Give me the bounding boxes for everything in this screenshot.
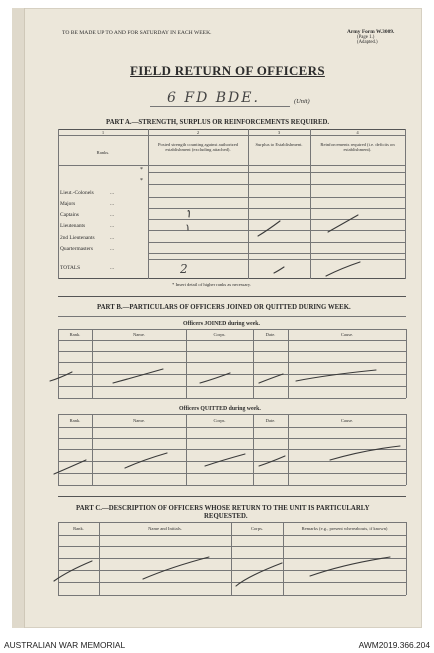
quitted-table-row-rule: [58, 461, 406, 462]
partc-table-right-border: [406, 522, 407, 595]
quitted-table-right-border: [406, 414, 407, 485]
joined-table-col-header: Name.: [132, 332, 146, 337]
footer-right: AWM2019.366.204: [358, 640, 430, 650]
unit-label: (Unit): [294, 98, 310, 105]
footer-left: AUSTRALIAN WAR MEMORIAL: [4, 640, 126, 650]
partc-table-bottom-rule: [58, 595, 406, 596]
joined-heading: Officers JOINED during week.: [183, 321, 260, 327]
part-b-sub-rule: [58, 316, 406, 317]
quitted-heading: Officers QUITTED during week.: [179, 406, 261, 412]
partc-table-row-rule: [58, 558, 406, 559]
rank-dots: ...: [110, 190, 115, 196]
joined-table-col-header: Cause.: [340, 332, 354, 337]
part-c-heading-line1: PART C.—DESCRIPTION OF OFFICERS WHOSE RETURN TO THE UNIT IS PARTICULARLY: [76, 505, 370, 512]
quitted-table-col-header: Cause.: [340, 418, 354, 423]
joined-table-col-header: Rank.: [69, 332, 81, 337]
instruction-text: TO BE MADE UP TO AND FOR SATURDAY IN EACH WEEK.: [62, 30, 212, 36]
joined-table-col-header: Date.: [265, 332, 276, 337]
col-number-2: 2: [196, 130, 200, 135]
quitted-table-col-divider: [288, 414, 289, 485]
joined-table-row-rule: [58, 362, 406, 363]
part-a-bottom-rule: [58, 278, 406, 279]
rank-label: 2nd Lieutenants: [60, 235, 95, 241]
asterisk-1: *: [140, 167, 143, 173]
part-a-heading: PART A.—STRENGTH, SURPLUS OR REINFORCEMENTS REQUIRED.: [106, 119, 330, 126]
partc-table-col-divider: [283, 522, 284, 595]
col-number-4: 4: [356, 130, 359, 135]
quitted-table-col-divider: [253, 414, 254, 485]
rank-label: Lieut.-Colonels: [60, 190, 94, 196]
partc-table-row-rule: [58, 570, 406, 571]
col-header-ranks: Ranks.: [96, 150, 110, 155]
rank-dots: ...: [110, 201, 115, 207]
rank-dots: ...: [110, 235, 115, 241]
part-c-top-rule: [58, 496, 406, 497]
rank-row-rule: [148, 197, 406, 198]
joined-table-header-rule: [58, 340, 406, 341]
rank-row-rule: [148, 253, 406, 254]
part-a-header-rule: [58, 165, 406, 166]
asterisk-2: *: [140, 178, 143, 184]
rank-label: Lieutenants: [60, 223, 86, 229]
part-a-divider-2: [248, 129, 249, 279]
quitted-table-row-rule: [58, 449, 406, 450]
partc-table-row-rule: [58, 582, 406, 583]
joined-table-col-divider: [186, 329, 187, 398]
partc-table-col-header: Name and Initials.: [148, 526, 182, 531]
rank-row-rule: [148, 242, 406, 243]
footer-bar: [0, 638, 434, 653]
partc-table-top-rule: [58, 522, 406, 523]
part-a-divider-1: [148, 129, 149, 279]
quitted-table-row-rule: [58, 438, 406, 439]
joined-table-col-divider: [253, 329, 254, 398]
partc-table-left-border: [58, 522, 59, 595]
part-c-heading-line2: REQUESTED.: [204, 513, 248, 520]
col-header-reinforcements: Reinforcements required (i.e. deficits on establishment).: [320, 142, 395, 152]
rank-label: Quartermasters: [60, 246, 93, 252]
joined-table-bottom-rule: [58, 398, 406, 399]
partc-table-header-rule: [58, 535, 406, 536]
page-title: FIELD RETURN OF OFFICERS: [130, 63, 325, 78]
part-b-top-rule: [58, 296, 406, 297]
unit-handwritten: 6 FD BDE.: [167, 90, 260, 106]
totals-label: TOTALS: [60, 265, 81, 271]
quitted-table-row-rule: [58, 473, 406, 474]
col-number-3: 3: [277, 130, 281, 135]
rank-dots: ...: [110, 246, 115, 252]
joined-table-row-rule: [58, 374, 406, 375]
form-number: Army Form W.3009.: [347, 29, 395, 35]
form-adapted: (Adapted.): [357, 40, 378, 45]
rank-row-rule: [148, 230, 406, 231]
quitted-table-col-header: Date.: [265, 418, 276, 423]
partc-table-col-divider: [99, 522, 100, 595]
joined-table-top-rule: [58, 329, 406, 330]
row-rule: [148, 172, 406, 173]
part-b-heading: PART B.—PARTICULARS OF OFFICERS JOINED OR QUITTED DURING WEEK.: [97, 304, 351, 311]
joined-table-left-border: [58, 329, 59, 398]
part-a-right-border: [405, 129, 406, 279]
rank-row-rule: [148, 208, 406, 209]
part-a-number-rule: [58, 135, 406, 136]
quitted-table-col-header: Rank.: [69, 418, 81, 423]
col-number-1: 1: [101, 130, 105, 135]
rank-label: Captains: [60, 212, 79, 218]
joined-table-col-divider: [92, 329, 93, 398]
totals-posted-value: 2: [180, 262, 188, 276]
joined-table-row-rule: [58, 386, 406, 387]
rank-label: Majors: [60, 201, 76, 207]
quitted-table-bottom-rule: [58, 485, 406, 486]
joined-table-right-border: [406, 329, 407, 398]
footnote: * Insert detail of higher ranks as necessary.: [172, 282, 252, 287]
quitted-table-col-divider: [186, 414, 187, 485]
quitted-table-col-header: Corps.: [213, 418, 226, 423]
joined-table-row-rule: [58, 351, 406, 352]
quitted-table-left-border: [58, 414, 59, 485]
form-page-number: (Page 1.): [357, 35, 375, 40]
joined-table-col-divider: [288, 329, 289, 398]
partc-table-col-header: Corps.: [250, 526, 264, 531]
joined-table-col-header: Corps.: [213, 332, 226, 337]
unit-underline: [150, 106, 290, 107]
col-header-surplus: Surplus to Establishment.: [255, 142, 303, 147]
partc-table-col-header: Rank.: [73, 526, 84, 531]
part-a-divider-3: [310, 129, 311, 279]
row-rule: [148, 184, 406, 185]
totals-dots: ...: [110, 265, 115, 271]
quitted-table-header-rule: [58, 427, 406, 428]
quitted-table-col-header: Name.: [132, 418, 146, 423]
quitted-table-top-rule: [58, 414, 406, 415]
quitted-table-col-divider: [92, 414, 93, 485]
rank-dots: ...: [110, 212, 115, 218]
rank-dots: ...: [110, 223, 115, 229]
col-header-posted: Posted strength counting against authorized establishment (excluding attached).: [157, 142, 239, 152]
binding-stub: [12, 8, 25, 628]
rank-row-rule: [148, 219, 406, 220]
partc-table-col-divider: [231, 522, 232, 595]
partc-table-col-header: Remarks (e.g., present whereabouts, if known): [301, 526, 388, 531]
partc-table-row-rule: [58, 546, 406, 547]
row-rule: [148, 259, 406, 260]
